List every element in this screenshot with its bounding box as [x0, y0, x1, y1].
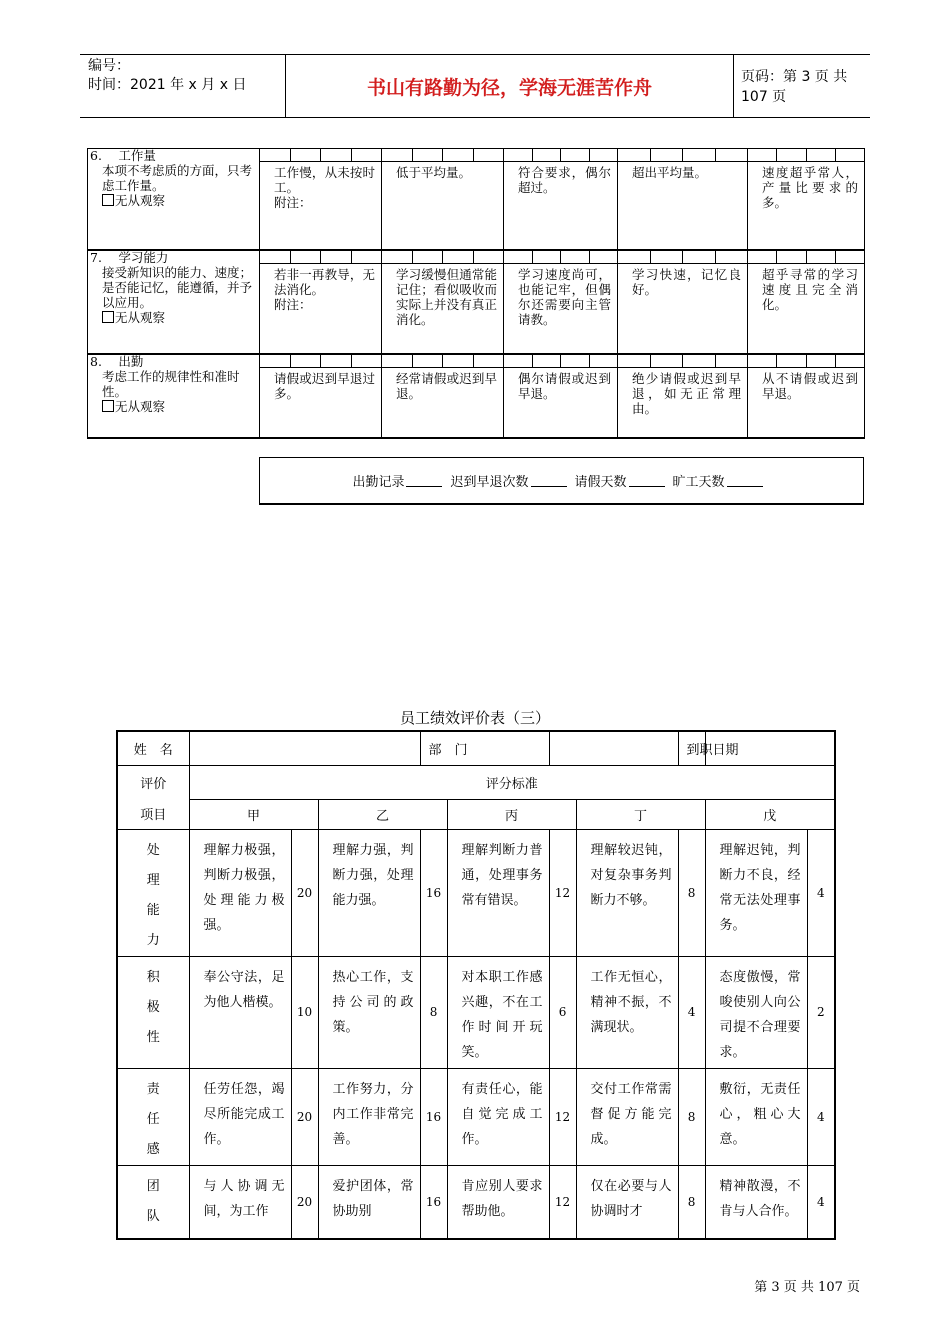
level-description: 学习快速，记忆良好。	[618, 264, 748, 355]
score-tick[interactable]	[291, 355, 322, 367]
level-description: 若非一再教导，无法消化。 附注：	[260, 264, 382, 355]
score-tick[interactable]	[836, 355, 864, 367]
grade-description: 理解力强，判断力强，处理能力强。	[318, 829, 420, 956]
score-tick[interactable]	[533, 251, 562, 263]
score-tick[interactable]	[618, 355, 651, 367]
score-tick[interactable]	[590, 355, 618, 367]
checkbox-icon[interactable]	[102, 194, 114, 206]
document-date: 时间：2021 年 x 月 x 日	[88, 77, 247, 93]
evaluation-item: 积 极 性	[117, 956, 189, 1068]
grade-score[interactable]: 4	[678, 956, 705, 1068]
score-tick[interactable]	[651, 149, 684, 161]
score-tick-strip[interactable]	[618, 149, 748, 162]
score-tick[interactable]	[590, 251, 618, 263]
no-observation-label: 无从观察	[115, 310, 166, 325]
score-tick[interactable]	[683, 251, 716, 263]
grade-score[interactable]: 8	[678, 1165, 705, 1239]
score-tick[interactable]	[836, 149, 864, 161]
grade-score[interactable]: 12	[549, 829, 576, 956]
score-tick[interactable]	[382, 251, 413, 263]
grade-description: 热心工作，支持公司的政策。	[318, 956, 420, 1068]
evaluation-item: 处 理 能 力	[117, 829, 189, 956]
score-tick[interactable]	[807, 251, 836, 263]
grade-score[interactable]: 20	[291, 1068, 318, 1165]
score-tick[interactable]	[683, 355, 716, 367]
score-tick-strip[interactable]	[382, 250, 504, 264]
level-description: 低于平均量。	[382, 162, 504, 251]
grade-description: 理解力极强，判断力极强，处理能力极强。	[189, 829, 291, 956]
criterion-description: 接受新知识的能力、速度；是否能记忆，能遵循，并予以应用。	[102, 265, 253, 310]
score-tick[interactable]	[443, 149, 474, 161]
score-tick[interactable]	[777, 251, 806, 263]
absent-days-label: 旷工天数	[672, 475, 725, 490]
score-tick[interactable]	[748, 355, 777, 367]
score-tick[interactable]	[260, 251, 291, 263]
score-tick[interactable]	[352, 149, 382, 161]
criterion-cell	[88, 149, 260, 251]
grade-header: 戊	[705, 799, 835, 829]
score-tick[interactable]	[504, 149, 533, 161]
no-observation-option[interactable]	[90, 399, 255, 414]
grade-description: 敷衍，无责任心，粗心大意。	[705, 1068, 807, 1165]
no-observation-label: 无从观察	[115, 399, 166, 414]
score-tick-strip[interactable]	[748, 354, 865, 368]
criterion-cell	[88, 354, 260, 438]
score-tick[interactable]	[413, 149, 444, 161]
criterion-description: 本项不考虑质的方面，只考虑工作量。	[102, 163, 253, 193]
page-header	[80, 54, 870, 118]
header-page-number: 页码：第 3 页 共 107 页	[741, 69, 848, 105]
score-tick[interactable]	[260, 149, 291, 161]
score-tick-strip[interactable]	[748, 149, 865, 162]
score-tick[interactable]	[504, 355, 533, 367]
grade-description: 对本职工作感兴趣，不在工作时间开玩笑。	[447, 956, 549, 1068]
grade-score[interactable]: 8	[678, 1068, 705, 1165]
page-footer: 第 3 页 共 107 页	[754, 1280, 860, 1295]
grade-score[interactable]: 4	[807, 829, 835, 956]
score-tick-strip[interactable]	[618, 250, 748, 264]
name-label: 姓 名	[117, 731, 189, 765]
score-tick[interactable]	[590, 149, 618, 161]
level-description: 学习缓慢但通常能记住；看似吸收而实际上并没有真正消化。	[382, 264, 504, 355]
attendance-record-box	[259, 457, 864, 505]
score-tick[interactable]	[413, 355, 444, 367]
grade-description: 理解判断力普通，处理事务常有错误。	[447, 829, 549, 956]
no-observation-option[interactable]	[90, 310, 255, 325]
score-tick[interactable]	[836, 251, 864, 263]
score-tick[interactable]	[321, 251, 352, 263]
name-field[interactable]	[189, 731, 420, 765]
grade-description: 工作努力，分内工作非常完善。	[318, 1068, 420, 1165]
department-label: 部 门	[420, 731, 549, 765]
grade-score[interactable]: 6	[549, 956, 576, 1068]
evaluation-item: 团 队	[117, 1165, 189, 1239]
item-label-bottom: 项目	[117, 799, 189, 829]
score-tick[interactable]	[474, 251, 504, 263]
grade-description: 态度傲慢，常唆使别人向公司提不合理要求。	[705, 956, 807, 1068]
upper-evaluation-table	[87, 148, 865, 439]
no-observation-label: 无从观察	[115, 193, 166, 208]
score-tick[interactable]	[321, 149, 352, 161]
score-tick[interactable]	[748, 251, 777, 263]
score-tick[interactable]	[352, 355, 382, 367]
score-tick[interactable]	[260, 355, 291, 367]
score-tick-strip[interactable]	[748, 250, 865, 264]
grade-score[interactable]: 16	[420, 1165, 447, 1239]
score-tick[interactable]	[533, 355, 562, 367]
department-field[interactable]	[549, 731, 678, 765]
score-tick-strip[interactable]	[618, 354, 748, 368]
score-tick[interactable]	[443, 251, 474, 263]
score-tick[interactable]	[651, 251, 684, 263]
criterion-title: 6. 工作量	[90, 148, 156, 163]
grade-score[interactable]: 8	[420, 956, 447, 1068]
score-tick[interactable]	[474, 355, 504, 367]
grade-description: 理解迟钝，判断力不良，经常无法处理事务。	[705, 829, 807, 956]
performance-evaluation-form	[116, 730, 836, 1240]
attendance-record-blank[interactable]	[406, 474, 442, 487]
header-meta	[88, 57, 288, 95]
criterion-cell	[88, 250, 260, 354]
no-observation-option[interactable]	[90, 193, 255, 208]
score-tick[interactable]	[748, 149, 777, 161]
grade-score[interactable]: 12	[549, 1068, 576, 1165]
score-tick[interactable]	[807, 149, 836, 161]
score-tick[interactable]	[291, 251, 322, 263]
grade-description: 有责任心，能自觉完成工作。	[447, 1068, 549, 1165]
evaluation-item: 责 任 感	[117, 1068, 189, 1165]
score-tick[interactable]	[321, 355, 352, 367]
absent-days-blank[interactable]	[727, 474, 763, 487]
score-tick[interactable]	[533, 149, 562, 161]
form-title: 员工绩效评价表（三）	[399, 709, 550, 727]
document-number-label: 编号：	[88, 58, 130, 74]
grade-description: 与人协调无间，为工作	[189, 1165, 291, 1239]
score-tick[interactable]	[777, 355, 806, 367]
score-tick[interactable]	[561, 355, 590, 367]
level-description: 从不请假或迟到早退。	[748, 368, 865, 439]
late-count-blank[interactable]	[531, 474, 567, 487]
score-tick[interactable]	[561, 149, 590, 161]
score-tick[interactable]	[683, 149, 716, 161]
level-description: 学习速度尚可，也能记牢，但偶尔还需要向主管请教。	[504, 264, 618, 355]
level-description: 请假或迟到早退过多。	[260, 368, 382, 439]
late-count-label: 迟到早退次数	[450, 475, 529, 490]
grade-description: 理解较迟钝，对复杂事务判断力不够。	[576, 829, 678, 956]
score-tick[interactable]	[618, 251, 651, 263]
score-tick[interactable]	[382, 149, 413, 161]
grade-score[interactable]: 16	[420, 1068, 447, 1165]
grade-score[interactable]: 10	[291, 956, 318, 1068]
grade-score[interactable]: 2	[807, 956, 835, 1068]
grade-score[interactable]: 12	[549, 1165, 576, 1239]
score-tick-strip[interactable]	[260, 250, 382, 264]
grade-description: 精神散漫，不肯与人合作。	[705, 1165, 807, 1239]
level-description: 经常请假或迟到早退。	[382, 368, 504, 439]
score-tick[interactable]	[474, 149, 504, 161]
criterion-title: 8. 出勤	[90, 354, 144, 369]
grade-score[interactable]: 20	[291, 1165, 318, 1239]
level-description: 工作慢，从未按时工。 附注：	[260, 162, 382, 251]
score-tick-strip[interactable]	[504, 354, 618, 368]
grade-score[interactable]: 4	[807, 1068, 835, 1165]
level-description: 偶尔请假或迟到早退。	[504, 368, 618, 439]
score-tick[interactable]	[291, 149, 322, 161]
grade-header: 丙	[447, 799, 576, 829]
score-tick-strip[interactable]	[260, 149, 382, 162]
grade-description: 任劳任怨，竭尽所能完成工作。	[189, 1068, 291, 1165]
checkbox-icon[interactable]	[102, 311, 114, 323]
grade-score[interactable]: 16	[420, 829, 447, 956]
score-tick[interactable]	[352, 251, 382, 263]
level-description: 速度超乎常人，产量比要求的多。	[748, 162, 865, 251]
score-tick[interactable]	[504, 251, 533, 263]
grade-header: 乙	[318, 799, 447, 829]
item-label-top: 评价	[117, 765, 189, 799]
grade-score[interactable]: 20	[291, 829, 318, 956]
leave-days-label: 请假天数	[574, 475, 627, 490]
grade-header: 甲	[189, 799, 318, 829]
score-tick[interactable]	[413, 251, 444, 263]
header-motto: 书山有路勤为径，学海无涯苦作舟	[285, 55, 734, 117]
score-tick[interactable]	[807, 355, 836, 367]
level-description: 绝少请假或迟到早退，如无正常理由。	[618, 368, 748, 439]
level-description: 符合要求，偶尔超过。	[504, 162, 618, 251]
criterion-description: 考虑工作的规律性和准时性。	[102, 369, 240, 399]
score-tick-strip[interactable]	[260, 354, 382, 368]
score-tick[interactable]	[651, 355, 684, 367]
score-tick[interactable]	[777, 149, 806, 161]
grade-score[interactable]: 8	[678, 829, 705, 956]
grade-description: 奉公守法，足为他人楷模。	[189, 956, 291, 1068]
attendance-record-label: 出勤记录	[352, 475, 405, 490]
checkbox-icon[interactable]	[102, 400, 114, 412]
grade-description: 仅在必要与人协调时才	[576, 1165, 678, 1239]
score-tick-strip[interactable]	[382, 354, 504, 368]
grade-header: 丁	[576, 799, 705, 829]
grade-description: 交付工作常需督促方能完成。	[576, 1068, 678, 1165]
score-tick-strip[interactable]	[382, 149, 504, 162]
score-tick-strip[interactable]	[504, 250, 618, 264]
score-tick[interactable]	[561, 251, 590, 263]
score-tick-strip[interactable]	[504, 149, 618, 162]
grade-description: 肯应别人要求帮助他。	[447, 1165, 549, 1239]
score-tick[interactable]	[716, 355, 748, 367]
level-description: 超乎寻常的学习速度且完全消化。	[748, 264, 865, 355]
score-tick[interactable]	[382, 355, 413, 367]
score-tick[interactable]	[716, 149, 748, 161]
criterion-title: 7. 学习能力	[90, 250, 169, 265]
join-date-label: 到职日期	[678, 731, 705, 765]
score-tick[interactable]	[618, 149, 651, 161]
level-description: 超出平均量。	[618, 162, 748, 251]
leave-days-blank[interactable]	[629, 474, 665, 487]
standard-label: 评分标准	[189, 765, 835, 799]
grade-score[interactable]: 4	[807, 1165, 835, 1239]
score-tick[interactable]	[443, 355, 474, 367]
grade-description: 爱护团体，常协助别	[318, 1165, 420, 1239]
score-tick[interactable]	[716, 251, 748, 263]
grade-description: 工作无恒心，精神不振，不满现状。	[576, 956, 678, 1068]
